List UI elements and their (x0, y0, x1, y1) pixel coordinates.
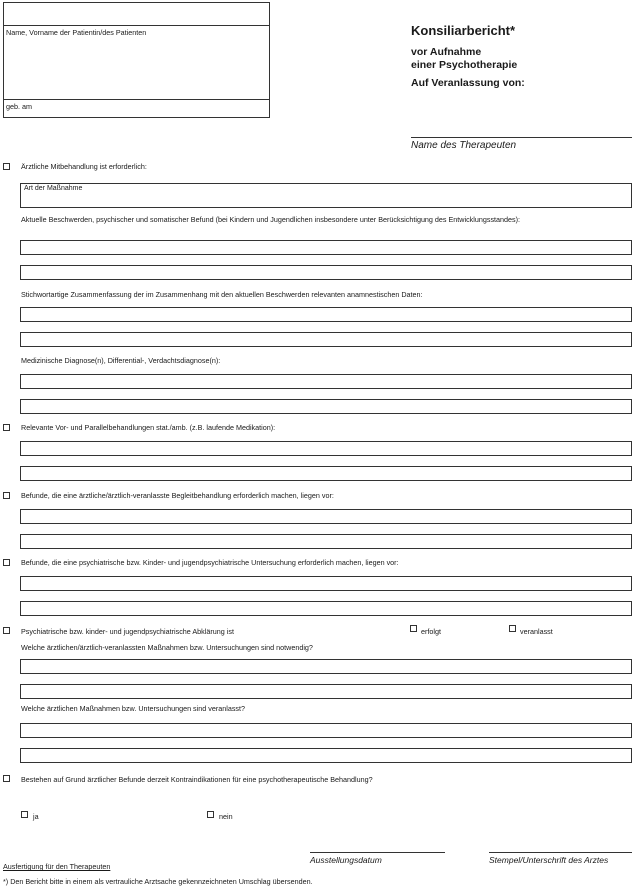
medical-cotreatment-checkbox[interactable] (3, 163, 10, 170)
clarification-arranged-label: veranlasst (520, 627, 553, 636)
signature-label: Stempel/Unterschrift des Arztes (489, 855, 609, 865)
clarification-arranged-checkbox[interactable] (509, 625, 516, 632)
findings-accompanying-checkbox[interactable] (3, 492, 10, 499)
which-necessary-label: Welche ärztlichen/ärztlich-veranlassten Maßnahmen bzw. Untersuchungen sind notwendig? (21, 643, 313, 652)
patient-info-box (3, 2, 270, 118)
prior-treatments-field-2[interactable] (20, 466, 632, 481)
contraindications-label: Bestehen auf Grund ärztlicher Befunde derzeit Kontraindikationen für eine psychotherapeutische Behandlung? (21, 775, 373, 784)
patient-name-label: Name, Vorname der Patientin/des Patienten (6, 28, 147, 37)
date-label: Ausstellungsdatum (310, 855, 382, 865)
diagnoses-field-1[interactable] (20, 374, 632, 389)
findings-psychiatric-field-1[interactable] (20, 576, 632, 591)
contraindications-no-checkbox[interactable] (207, 811, 214, 818)
findings-accompanying-field-2[interactable] (20, 534, 632, 549)
patient-box-divider-top (4, 25, 269, 26)
contraindications-no-label: nein (219, 812, 233, 821)
prior-treatments-field-1[interactable] (20, 441, 632, 456)
clarification-done-checkbox[interactable] (410, 625, 417, 632)
signature-line[interactable] (489, 852, 632, 853)
prior-treatments-checkbox[interactable] (3, 424, 10, 431)
therapist-name-label: Name des Therapeuten (411, 140, 517, 151)
form-title: Konsiliarbericht* (411, 23, 516, 38)
current-complaints-field-2[interactable] (20, 265, 632, 280)
psychiatric-clarification-checkbox[interactable] (3, 627, 10, 634)
findings-psychiatric-label: Befunde, die eine psychiatrische bzw. Kinder- und jugendpsychiatrische Untersuchung erforderlich machen, liegen vor: (21, 558, 399, 567)
clarification-done-label: erfolgt (421, 627, 441, 636)
current-complaints-label: Aktuelle Beschwerden, psychischer und somatischer Befund (bei Kindern und Jugendlichen insbesondere unter Berücksichtigung des Entwicklungsstandes): (21, 215, 521, 224)
anamnesis-field-1[interactable] (20, 307, 632, 322)
measure-type-label: Art der Maßnahme (24, 185, 83, 192)
form-subtitle-line2: einer Psychotherapie (411, 59, 518, 71)
form-subtitle-line1: vor Aufnahme (411, 46, 482, 58)
which-necessary-field-2[interactable] (20, 684, 632, 699)
which-arranged-label: Welche ärztlichen Maßnahmen bzw. Untersuchungen sind veranlasst? (21, 704, 245, 713)
diagnoses-field-2[interactable] (20, 399, 632, 414)
patient-box-divider-bottom (4, 99, 269, 100)
initiated-by-label: Auf Veranlassung von: (411, 77, 525, 89)
findings-psychiatric-checkbox[interactable] (3, 559, 10, 566)
psychiatric-clarification-label: Psychiatrische bzw. kinder- und jugendpsychiatrische Abklärung ist (21, 627, 234, 636)
footnote-text: *) Den Bericht bitte in einem als vertrauliche Arztsache gekennzeichneten Umschlag übersenden. (3, 877, 313, 886)
contraindications-yes-label: ja (33, 812, 39, 821)
prior-treatments-label: Relevante Vor- und Parallelbehandlungen stat./amb. (z.B. laufende Medikation): (21, 423, 276, 432)
which-arranged-field-2[interactable] (20, 748, 632, 763)
patient-name-field[interactable] (4, 37, 269, 99)
copy-recipient-label: Ausfertigung für den Therapeuten (3, 862, 111, 871)
which-arranged-field-1[interactable] (20, 723, 632, 738)
diagnoses-label: Medizinische Diagnose(n), Differential-, Verdachtsdiagnose(n): (21, 356, 221, 365)
findings-accompanying-field-1[interactable] (20, 509, 632, 524)
patient-dob-label: geb. am (6, 102, 32, 111)
measure-type-field[interactable] (20, 183, 632, 208)
which-necessary-field-1[interactable] (20, 659, 632, 674)
anamnesis-label: Stichwortartige Zusammenfassung der im Zusammenhang mit den aktuellen Beschwerden relevanten anamnestischen Daten: (21, 290, 423, 299)
contraindications-yes-checkbox[interactable] (21, 811, 28, 818)
current-complaints-field-1[interactable] (20, 240, 632, 255)
findings-accompanying-label: Befunde, die eine ärztliche/ärztlich-veranlasste Begleitbehandlung erforderlich machen, liegen vor: (21, 491, 334, 500)
medical-cotreatment-label: Ärztliche Mitbehandlung ist erforderlich: (21, 162, 147, 171)
contraindications-checkbox[interactable] (3, 775, 10, 782)
date-line[interactable] (310, 852, 445, 853)
findings-psychiatric-field-2[interactable] (20, 601, 632, 616)
anamnesis-field-2[interactable] (20, 332, 632, 347)
therapist-name-line[interactable] (411, 137, 632, 138)
